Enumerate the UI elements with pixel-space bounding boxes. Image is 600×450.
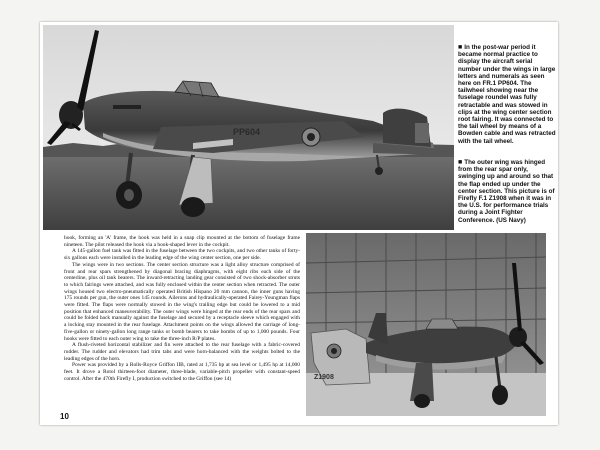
photo-caption-top [458, 44, 556, 145]
body-paragraph: hook, forming an 'A' frame, the hook was held in a snap clip mounted at the bottom of fuselage frame nineteen. The pilot released the hook via a hook-shaped lever in the cockpit. [64, 235, 300, 248]
firefly-grass-photo [43, 25, 454, 230]
body-paragraph: A flush-riveted horizontal stabilizer and fin were attached to the rear fuselage with a fabric-covered rudder. The rudder and elevators had trim tabs and were horn-balanced with the weights bolted to the leading edges of the horn. [64, 342, 300, 362]
bottom-aircraft-photo [306, 233, 546, 416]
aircraft-serial-marking: Z1908 [314, 374, 334, 381]
firefly-hangar-photo [306, 233, 546, 416]
body-paragraph [64, 362, 300, 382]
underwing-serial: PP604 [233, 127, 261, 137]
top-aircraft-photo [43, 25, 454, 230]
photo-caption-bottom [458, 159, 556, 224]
page-number: 10 [60, 412, 69, 421]
continued-reference: (see 14) [213, 375, 232, 382]
article-body [64, 235, 300, 405]
caption-bullet-icon: ■ [458, 159, 463, 166]
body-paragraph-text: Power was provided by a Rolls-Royce Griffon IIB, rated at 1,735 hp at sea level or 1,495 hp at 14,000 feet. It drove a Rotol thirteen-foot diameter, three-blade, variable-pitch propeller with constant-speed control. After the 470th Firefly I, production switched to the Griffon [64, 362, 300, 382]
body-paragraph: The wings were in two sections. The center section structure was a light alloy structure comprised of front and rear spars strengthened by diagonal bracing diaphragms, with eight ribs each side of the centerline, plus oil tank bearers. The inward-retracting landing gear consisted of two shock-absorber struts to which fairings were attached, and was fully enclosed within the center section when retracted. The outer wings housed two electro-pneumatically operated British Hispano 20 mm cannon, the inner guns having 175 rounds per gun, the outer ones 145 rounds. Ailerons and hydraulically-operated Fairey-Youngman flaps were fitted. The flaps were normally stowed in the wing's trailing edge but could be lowered to a mid position that enhanced maneuverability. The outer wings were hinged at the rear ends of the rear spars and could be folded back manually against the fuselage and secured by a receptacle sleeve which engaged with a locking stay mounted in the rear fuselage. Attachment points on the wings allowed the carriage of long-five-gallon or ninety-gallon long range tanks or bomb bearers to take bombs of up to 1,000 pounds. Four hooks were fitted to each outer wing to take the three-inch R/P plates. [64, 261, 300, 342]
body-paragraph: A 145-gallon fuel tank was fitted in the fuselage between the two cockpits, and two other tanks of forty-six gallons each were installed in the leading edge of the wing center section, one per side. [64, 248, 300, 262]
magazine-page [40, 22, 558, 425]
caption-bullet-icon: ■ [458, 44, 463, 51]
caption-text-top: In the post-war period it became normal practice to display the aircraft serial number under the wings in large letters and numerals as seen here on FR.1 PP604. The tailwheel showing near the fuselage roundel was fully retractable and was stowed in clips at the wing center section root fairing. It was connected to the tail wheel by means of a Bowden cable and was retracted with the tail wheel. [458, 44, 556, 145]
caption-text-bottom: The outer wing was hinged from the rear spar only, swinging up and around so that the flap ended up under the center section. This picture is of Firefly F.1 Z1908 when it was in the U.S. for performance trials during a Joint Fighter Conference. (US Navy) [458, 159, 555, 224]
